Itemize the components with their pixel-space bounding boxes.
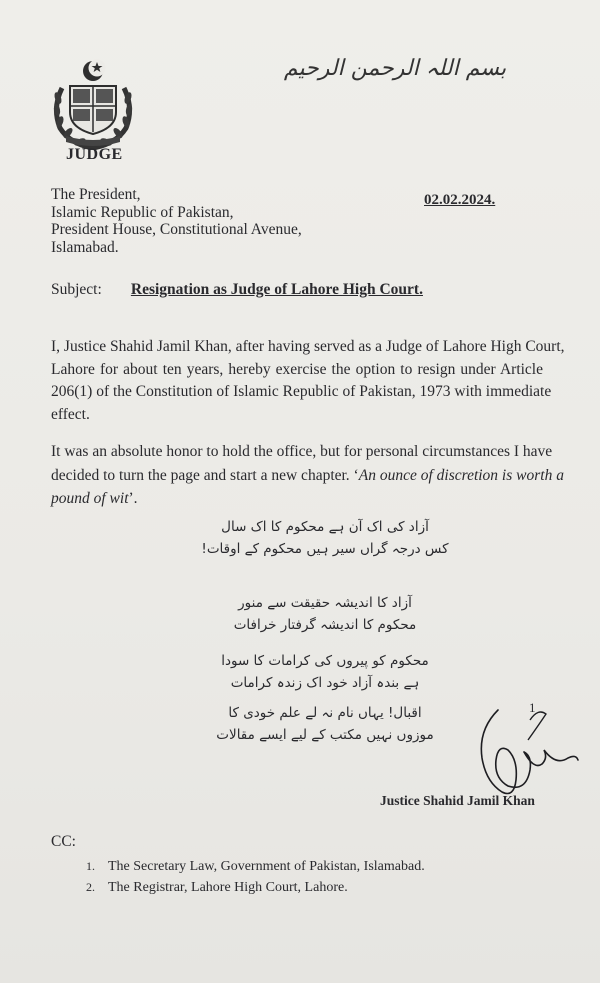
list-number: 1. <box>86 859 95 873</box>
handwritten-signature <box>468 700 580 800</box>
verse-line: ہے بندہ آزاد خود اک زندہ کرامات <box>230 675 420 691</box>
paragraph-text: ’. <box>128 490 138 507</box>
list-item <box>86 856 425 877</box>
recipient-line: President House, Constitutional Avenue, <box>51 221 302 239</box>
cc-list <box>86 856 425 898</box>
bismillah-heading: بسم اللہ الرحمن الرحیم <box>283 56 507 81</box>
body-paragraph-2 <box>51 440 564 511</box>
verse-line: اقبال! یہاں نام نہ لے علم خودی کا <box>228 705 422 721</box>
subject-label: Subject: <box>51 281 102 298</box>
verse-line: محکوم کا اندیشہ گرفتار خرافات <box>233 617 417 633</box>
list-text: The Registrar, Lahore High Court, Lahore. <box>108 880 348 895</box>
subject-line <box>51 281 423 299</box>
pakistan-state-emblem-icon <box>48 58 138 150</box>
verse-line: کس درجہ گراں سیر ہیں محکوم کے اوقات! <box>201 541 449 557</box>
verse-line: محکوم کو پیروں کی کرامات کا سودا <box>221 653 429 669</box>
paragraph-line: It was an absolute honor to hold the office, but for personal circumstances I have <box>51 443 553 460</box>
verse-line: آزاد کا اندیشہ حقیقت سے منور <box>238 595 412 611</box>
list-number: 2. <box>86 880 95 894</box>
paragraph-line: effect. <box>51 406 90 424</box>
list-item <box>86 877 425 898</box>
quote-text: pound of wit <box>51 490 129 507</box>
recipient-line: Islamic Republic of Pakistan, <box>51 203 234 221</box>
signatory-name: Justice Shahid Jamil Khan <box>380 793 535 808</box>
recipient-address <box>51 186 302 256</box>
urdu-verse-3 <box>200 650 450 694</box>
verse-line: آزاد کی اک آن ہے محکوم کا اک سال <box>221 519 429 535</box>
urdu-verse-4 <box>200 702 450 746</box>
paragraph-line: Lahore for about ten years, hereby exercise the option to resign under Article <box>51 360 543 378</box>
paragraph-line <box>51 487 543 511</box>
body-paragraph-1 <box>51 336 565 427</box>
paragraph-line: I, Justice Shahid Jamil Khan, after having served as a Judge of Lahore High Court, <box>51 338 565 355</box>
letter-date: 02.02.2024. <box>424 192 496 208</box>
paragraph-line <box>51 464 564 488</box>
verse-line: موزوں نہیں مکتب کے لیے ایسے مقالات <box>216 727 434 743</box>
paragraph-text: decided to turn the page and start a new chapter. ‘ <box>51 466 359 484</box>
margin-mark: 1 <box>529 700 536 715</box>
urdu-verse-1 <box>200 516 450 560</box>
cc-label: CC: <box>51 833 76 850</box>
letterhead-title: JUDGE <box>66 146 123 163</box>
list-text: The Secretary Law, Government of Pakistan, Islamabad. <box>108 859 425 874</box>
paragraph-line: 206(1) of the Constitution of Islamic Republic of Pakistan, 1973 with immediate <box>51 383 552 401</box>
recipient-line: The President, <box>51 186 141 203</box>
subject-text: Resignation as Judge of Lahore High Court. <box>130 281 423 298</box>
recipient-line: Islamabad. <box>51 238 119 256</box>
urdu-verse-2 <box>200 592 450 636</box>
quote-text: An ounce of discretion is worth a <box>358 466 564 484</box>
